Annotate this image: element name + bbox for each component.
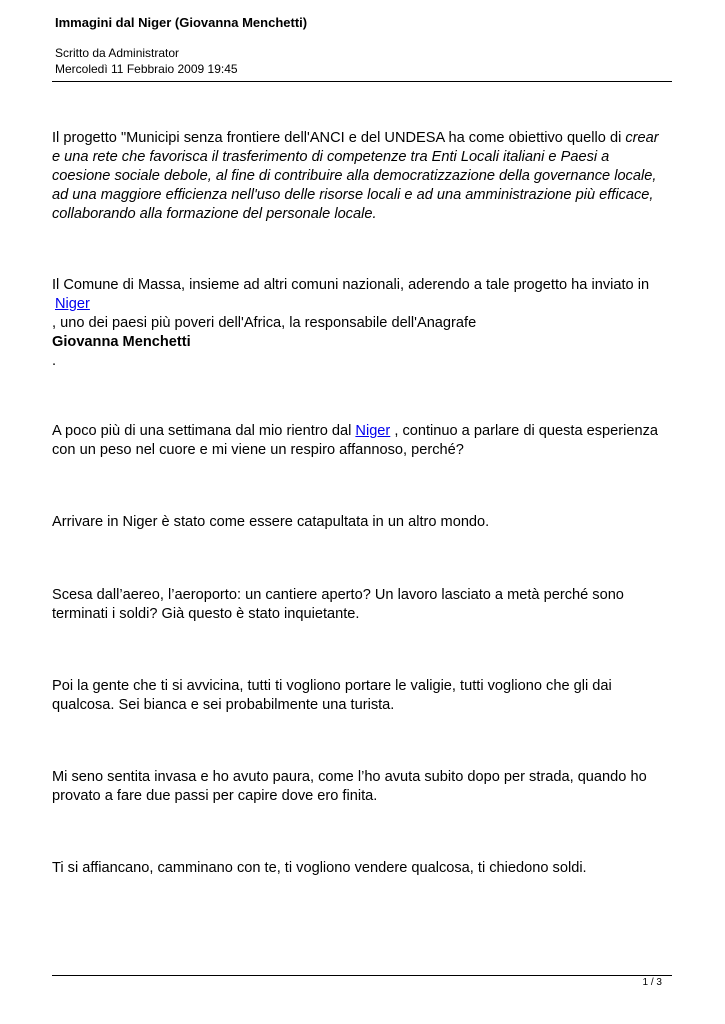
- paragraph-line: Mi seno sentita invasa e ho avuto paura, come l’ho avuta subito dopo per strada, quando ho: [52, 769, 647, 785]
- paragraph-line: [52, 422, 674, 441]
- paragraph-line: Scesa dall’aereo, l’aeroporto: un cantiere aperto? Un lavoro lasciato a metà perché sono: [52, 587, 624, 603]
- paragraph-aeroporto: [52, 586, 674, 624]
- paragraph-invasa: [52, 768, 674, 806]
- paragraph-affiancano: [52, 859, 674, 878]
- paragraph-line: ad una maggiore efficienza nell'uso delle risorse locali e ad una amministrazione più efficace,: [52, 187, 654, 203]
- paragraph-line: Arrivare in Niger è stato come essere catapultata in un altro mondo.: [52, 514, 490, 530]
- paragraph-line: .: [52, 353, 57, 369]
- paragraph-line: , uno dei paesi più poveri dell'Africa, la responsabile dell'Anagrafe: [52, 315, 477, 331]
- paragraph-rientro: [52, 422, 674, 460]
- paragraph-line: [52, 129, 674, 148]
- paragraph-line: Poi la gente che ti si avvicina, tutti ti vogliono portare le valigie, tutti vogliono che gli dai: [52, 678, 612, 694]
- paragraph-line: collaborando alla formazione del personale locale.: [52, 206, 377, 222]
- person-name: Giovanna Menchetti: [52, 334, 191, 350]
- paragraph-line: provato a fare due passi per capire dove ero finita.: [52, 788, 378, 804]
- paragraph-gente: [52, 677, 674, 715]
- paragraph-line: Il Comune di Massa, insieme ad altri comuni nazionali, aderendo a tale progetto ha inviato in: [52, 277, 650, 293]
- paragraph-comune: [52, 276, 674, 371]
- date-line: Mercoledì 11 Febbraio 2009 19:45: [55, 62, 238, 76]
- text-span: A poco più di una settimana dal mio rientro dal: [52, 423, 356, 439]
- italic-text: crear: [625, 130, 659, 146]
- paragraph-line: coesione sociale debole, al fine di contribuire alla democratizzazione della governance locale,: [52, 168, 657, 184]
- paragraph-line: con un peso nel cuore e mi viene un respiro affannoso, perché?: [52, 442, 464, 458]
- text-span: Il progetto "Municipi senza frontiere dell'ANCI e del UNDESA ha come obiettivo quello di: [52, 130, 626, 146]
- paragraph-intro: [52, 129, 674, 224]
- author-line: Scritto da Administrator: [55, 46, 180, 60]
- page-number: 1 / 3: [642, 977, 662, 988]
- text-span: , continuo a parlare di questa esperienza: [390, 423, 659, 439]
- page-title: Immagini dal Niger (Giovanna Menchetti): [55, 15, 308, 30]
- paragraph-line: e una rete che favorisca il trasferimento di competenze tra Enti Locali italiani e Paesi a: [52, 149, 610, 165]
- paragraph-line: Ti si affiancano, camminano con te, ti vogliono vendere qualcosa, ti chiedono soldi.: [52, 860, 587, 876]
- paragraph-line: qualcosa. Sei bianca e sei probabilmente una turista.: [52, 697, 395, 713]
- paragraph-line: [52, 295, 674, 314]
- paragraph-line: terminati i soldi? Già questo è stato inquietante.: [52, 606, 360, 622]
- niger-link[interactable]: Niger: [355, 423, 391, 439]
- paragraph-arrivare: [52, 513, 674, 532]
- niger-link[interactable]: Niger: [55, 296, 90, 312]
- footer-divider: [52, 975, 672, 976]
- header-divider: [52, 81, 672, 82]
